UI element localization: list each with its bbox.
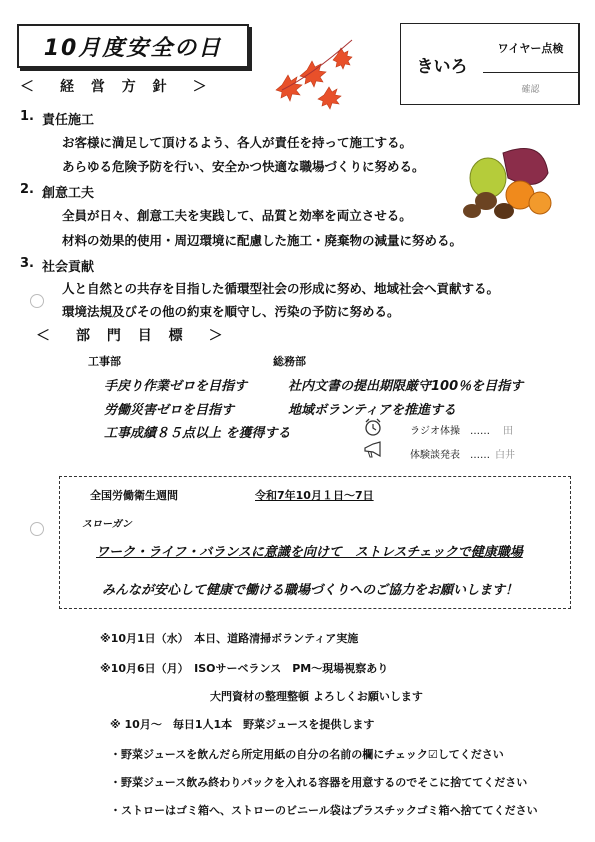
construction-target-2: 労働災害ゼロを目指す <box>104 403 235 418</box>
policy-3-line-1: 人と自然との共存を目指した循環型社会の形成に努め、地域社会へ貢献する。 <box>62 281 500 296</box>
alarm-clock-icon <box>363 417 383 437</box>
hygiene-week-dates: 令和7年10月１日～7日 <box>255 489 374 502</box>
hygiene-week-label: 全国労働衛生週間 <box>90 489 178 502</box>
binder-hole <box>30 294 44 308</box>
binder-hole <box>30 522 44 536</box>
sign-cell <box>483 73 579 104</box>
policy-3-num: 3. <box>20 256 34 271</box>
policy-3-title: 社会貢献 <box>42 260 95 275</box>
slogan-text: ワーク・ライフ・バランスに意識を向けて ストレスチェックで健康職場 <box>96 545 523 560</box>
experience-talk-duty: 体験談発表 …… <box>410 450 490 461</box>
note-material-tidying: 大門資材の整理整頓 よろしくお願いします <box>210 690 423 703</box>
policy-1-num: 1. <box>20 109 34 124</box>
general-dept-label: 総務部 <box>273 355 306 368</box>
policy-1-title: 責任施工 <box>42 113 95 128</box>
inspection-table <box>400 23 580 105</box>
policy-2-title: 創意工夫 <box>42 186 95 201</box>
note-road-cleaning: ※10月1日（水） 本日、道路清掃ボランティア実施 <box>100 632 359 645</box>
autumn-fruit-illustration <box>458 133 558 223</box>
policy-2-num: 2. <box>20 182 34 197</box>
policy-1-line-2: あらゆる危険予防を行い、安全かつ快適な職場づくりに努める。 <box>62 159 425 174</box>
note-vegetable-juice: ※ 10月～ 毎日1人1本 野菜ジュースを提供します <box>110 718 375 731</box>
megaphone-icon <box>363 441 383 459</box>
construction-target-1: 手戻り作業ゼロを目指す <box>104 379 248 394</box>
wire-inspection-header <box>483 24 579 73</box>
targets-heading: ＜ 部 門 目 標 ＞ <box>36 328 229 344</box>
policy-2-line-1: 全員が日々、創意工夫を実践して、品質と効率を両立させる。 <box>62 208 412 223</box>
note-iso-surveillance: ※10月6日（月） ISOサーベランス PM～現場視察あり <box>100 662 389 675</box>
cooperation-request: みんなが安心して健康で働ける職場づくりへのご協力をお願いします！ <box>102 583 519 598</box>
slogan-label: スローガン <box>82 519 132 530</box>
policy-2-line-2: 材料の効果的使用・周辺環境に配慮した施工・廃棄物の減量に努める。 <box>62 233 463 248</box>
radio-exercise-name: 田 <box>503 426 513 437</box>
policy-3-line-2: 環境法規及びその他の約束を順守し、汚染の予防に努める。 <box>62 304 400 319</box>
sign-stamp: 確認 <box>521 85 540 95</box>
general-target-2: 地域ボランティアを推進する <box>288 403 456 418</box>
page-title: 10月度安全の日 <box>43 35 223 61</box>
juice-rule-2: ・野菜ジュース飲み終わりパックを入れる容器を用意するのでそこに捨ててください <box>110 776 528 789</box>
experience-talk-name: 白井 <box>495 450 515 461</box>
radio-exercise-duty: ラジオ体操 …… <box>410 426 490 437</box>
inspection-color: きいろ <box>416 56 468 77</box>
juice-rule-1: ・野菜ジュースを飲んだら所定用紙の自分の名前の欄にチェック☑してください <box>110 748 504 761</box>
juice-rule-3: ・ストローはゴミ箱へ、ストローのビニール袋はプラスチックゴミ箱へ捨ててください <box>110 804 538 817</box>
general-target-1: 社内文書の提出期限厳守100％を目指す <box>288 379 524 394</box>
policy-1-line-1: お客様に満足して頂けるよう、各人が責任を持って施工する。 <box>62 135 413 150</box>
title-box <box>17 24 249 68</box>
maple-leaves-illustration <box>262 30 362 120</box>
inspection-color-cell <box>401 24 483 104</box>
wire-inspection-label: ワイヤー点検 <box>497 42 564 55</box>
construction-dept-label: 工事部 <box>88 355 121 368</box>
policy-heading: ＜ 経 営 方 針 ＞ <box>20 79 213 95</box>
construction-target-3: 工事成績８５点以上 を獲得する <box>104 426 291 441</box>
